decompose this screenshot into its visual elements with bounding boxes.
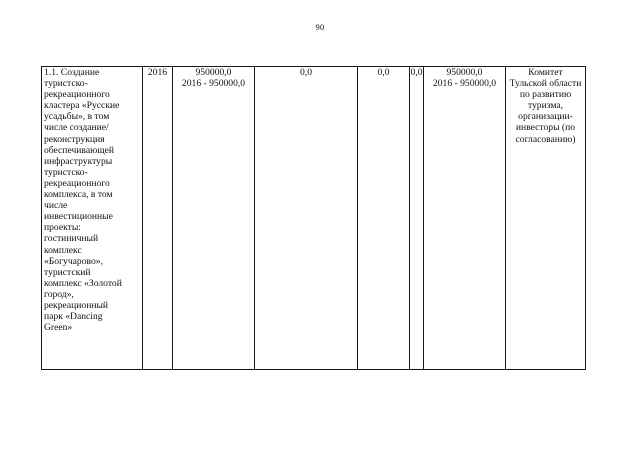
executor-line: Комитет (528, 67, 563, 78)
event-name-line: проекты: (44, 222, 81, 234)
event-name-line: «Богучарово», (44, 255, 103, 267)
event-name-line: комплекс «Золотой (44, 277, 122, 289)
total-funding-by-year: 2016 - 950000,0 (181, 78, 246, 90)
executor-text (508, 67, 583, 145)
extrabudget-cell (424, 67, 506, 370)
event-name-line: рекреационного (44, 89, 110, 101)
total-funding-value: 950000,0 (195, 67, 232, 78)
event-name-line: Green» (44, 322, 73, 334)
event-name-line: рекреационный (44, 299, 109, 311)
executor-line: инвесторы (по (515, 122, 576, 134)
event-name-line: усадьбы», в том (44, 111, 110, 123)
executor-line: организации- (518, 111, 573, 123)
event-name-line: парк «Dancing (44, 311, 103, 323)
year-cell: 2016 (143, 67, 173, 370)
extrabudget-by-year: 2016 - 950000,0 (432, 78, 497, 90)
executor-line: согласованию) (515, 133, 576, 145)
executor-line: туризма, (527, 100, 564, 112)
extrabudget-value: 950000,0 (446, 67, 483, 78)
event-name-line: туристский (44, 266, 91, 278)
program-table (41, 66, 586, 370)
event-name-line: туристско- (44, 78, 88, 90)
event-name-line: реконструкция (44, 133, 105, 145)
event-name-line: числе (44, 200, 68, 212)
table-row (42, 67, 586, 370)
event-name-line: числе создание/ (44, 122, 109, 134)
event-name-line: гостиничный (44, 233, 99, 245)
event-name-line: инвестиционные (44, 211, 113, 223)
executor-line: Тульской области (509, 78, 582, 90)
event-name-line: кластера «Русские (44, 100, 120, 112)
event-name-cell (42, 67, 143, 370)
executor-line: по развитию (519, 89, 572, 101)
event-name-text (44, 67, 140, 333)
total-funding-cell (173, 67, 255, 370)
event-name-line: обеспечивающей (44, 144, 115, 156)
executor-cell (506, 67, 586, 370)
budget-cell-3: 0,0 (410, 67, 424, 370)
event-name-line: город», (44, 288, 74, 300)
event-name-line: инфраструктуры (44, 155, 113, 167)
page-number: 90 (315, 22, 325, 32)
event-name-line: рекреационного (44, 177, 110, 189)
event-name-line: туристско- (44, 166, 88, 178)
budget-cell-1: 0,0 (255, 67, 358, 370)
budget-cell-2: 0,0 (358, 67, 410, 370)
event-name-line: 1.1. Создание (44, 67, 100, 78)
event-name-line: комплекс (44, 244, 82, 256)
event-name-line: комплекса, в том (44, 189, 113, 201)
